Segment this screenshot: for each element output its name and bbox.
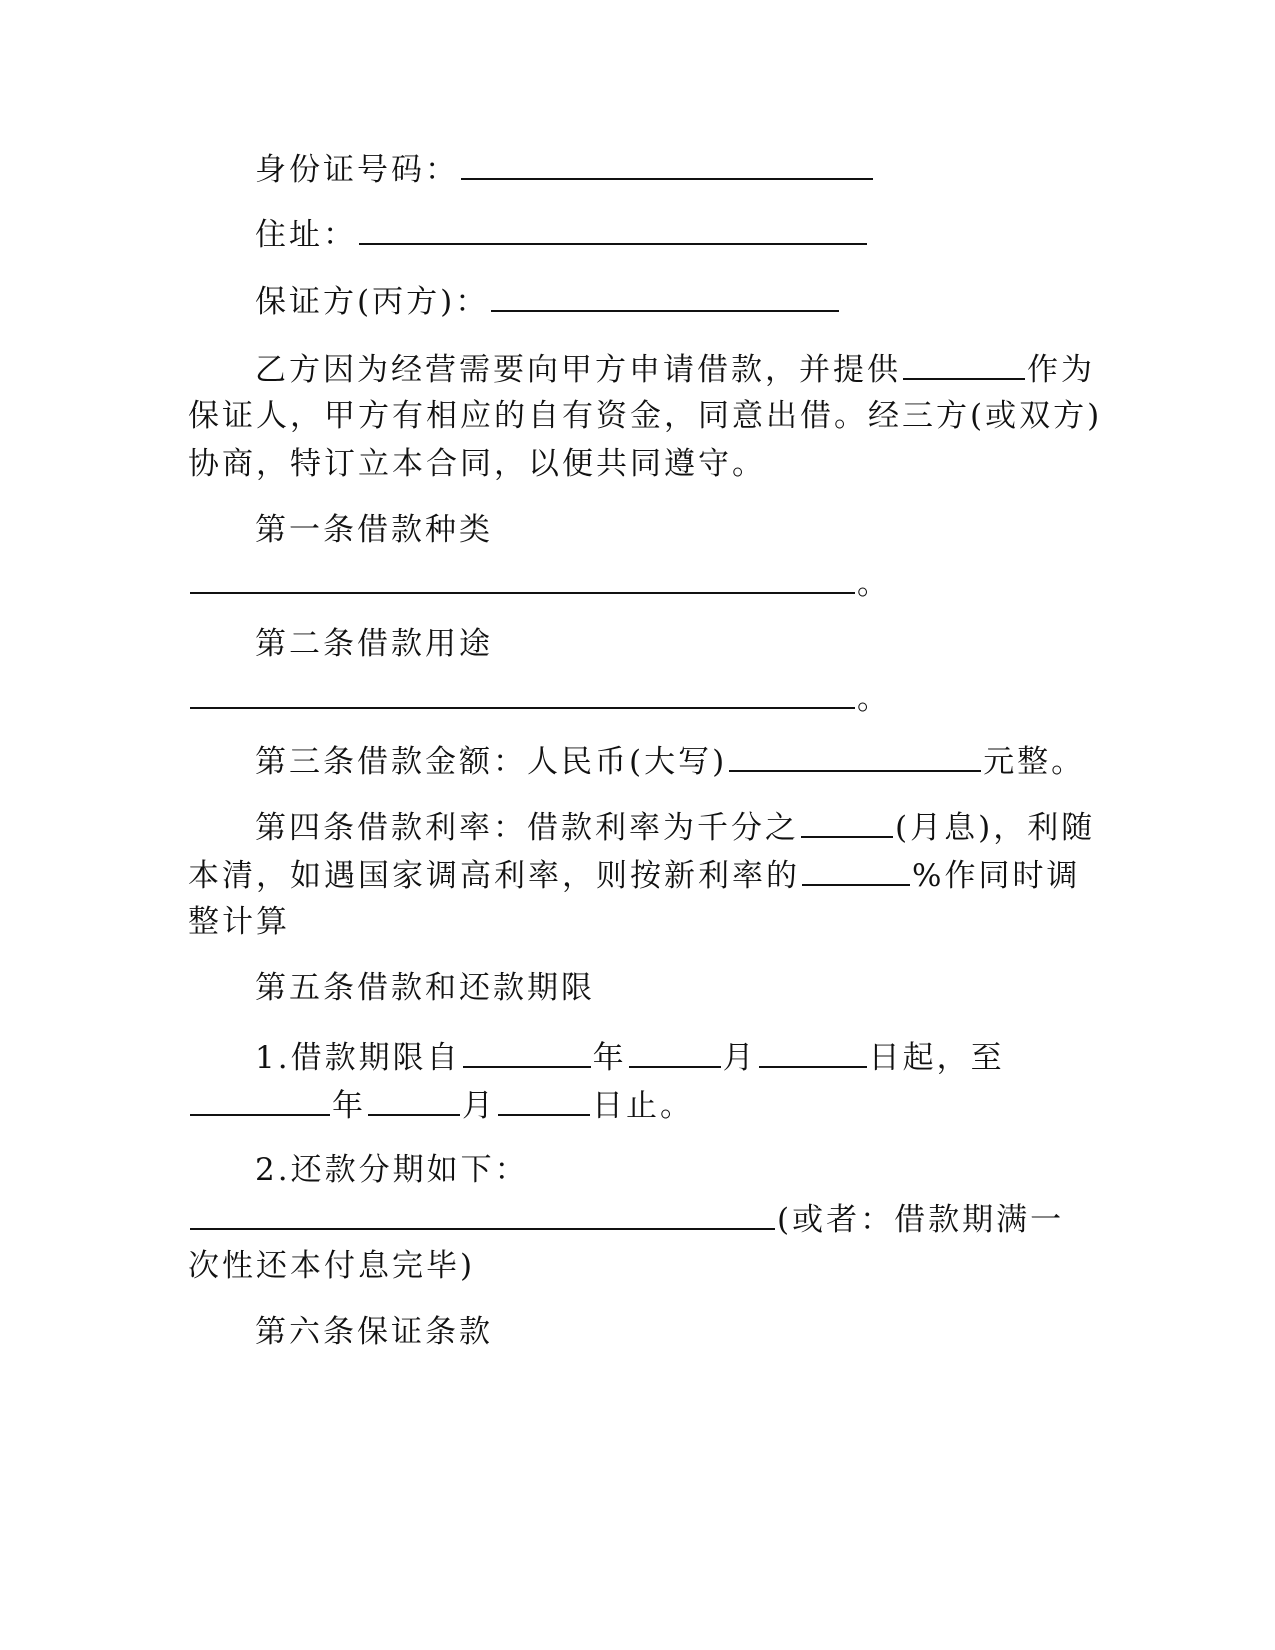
end-month-label: 月	[462, 1088, 496, 1124]
article-6-title	[255, 1312, 493, 1352]
address-label: 住址：	[255, 217, 357, 253]
article-4-text-2a: 本清，如遇国家调高利率，则按新利率的	[188, 858, 800, 894]
guarantor-blank[interactable]	[491, 280, 839, 312]
id-number-blank[interactable]	[461, 148, 873, 180]
loan-purpose-blank[interactable]	[190, 677, 855, 709]
article-2-title	[255, 624, 493, 664]
intro-line-3	[188, 444, 766, 484]
article-5-installments	[255, 1150, 529, 1190]
rate-percent-blank[interactable]	[802, 854, 910, 886]
term-text-end: 日止。	[592, 1088, 694, 1124]
article-4-text-1b: (月息)，利随	[895, 810, 1096, 846]
article-1-heading: 第一条借款种类	[255, 512, 493, 548]
article-4-text-3: 整计算	[188, 904, 290, 940]
address-blank[interactable]	[359, 213, 867, 245]
end-month-blank[interactable]	[368, 1084, 460, 1116]
article-1-title	[255, 510, 493, 550]
article-5-installments-fill	[188, 1198, 1064, 1240]
interest-rate-blank[interactable]	[801, 806, 893, 838]
article-2-heading: 第二条借款用途	[255, 626, 493, 662]
intro-line-2	[188, 396, 1102, 436]
start-month-blank[interactable]	[629, 1036, 721, 1068]
article-5-installments-line-3	[188, 1246, 475, 1286]
article-4-line-2	[188, 854, 1080, 896]
article-3-text-a: 第三条借款金额：人民币(大写)	[255, 744, 728, 780]
start-year-blank[interactable]	[463, 1036, 591, 1068]
installments-label: 2.还款分期如下：	[255, 1152, 529, 1188]
article-1-period: 。	[857, 566, 891, 602]
article-6-heading: 第六条保证条款	[255, 1314, 493, 1350]
article-4-line-3	[188, 902, 290, 942]
start-year-label: 年	[592, 1040, 627, 1076]
start-month-label: 月	[722, 1040, 757, 1076]
intro-line-1	[255, 348, 1095, 390]
intro-text-1a: 乙方因为经营需要向甲方申请借款，并提供	[255, 352, 901, 388]
article-1-fill-line	[188, 562, 891, 604]
guarantor-name-blank[interactable]	[903, 348, 1025, 380]
installments-alt-text: (或者：借款期满一	[777, 1202, 1065, 1238]
end-year-blank[interactable]	[190, 1084, 330, 1116]
id-number-label: 身份证号码：	[255, 152, 459, 188]
article-3-line	[255, 740, 1085, 782]
article-4-text-1a: 第四条借款利率：借款利率为千分之	[255, 810, 799, 846]
article-2-fill-line	[188, 677, 891, 719]
id-number-line	[255, 148, 875, 190]
term-text-mid: 日起，至	[868, 1040, 1005, 1076]
article-5-title	[255, 968, 595, 1008]
article-4-text-2b: %作同时调	[912, 858, 1081, 894]
guarantor-label: 保证方(丙方)：	[255, 284, 490, 320]
installments-alt-text-2: 次性还本付息完毕)	[188, 1248, 476, 1284]
article-5-term-line-1	[255, 1036, 1005, 1078]
intro-text-3: 协商，特订立本合同，以便共同遵守。	[188, 446, 766, 482]
loan-amount-blank[interactable]	[729, 740, 981, 772]
address-line	[255, 213, 869, 255]
term-text-start: 1.借款期限自	[255, 1040, 461, 1076]
guarantor-line	[255, 280, 841, 322]
article-2-period: 。	[857, 681, 891, 717]
article-3-text-b: 元整。	[983, 744, 1086, 780]
intro-text-2: 保证人，甲方有相应的自有资金，同意出借。经三方(或双方)	[188, 398, 1103, 434]
article-4-line-1	[255, 806, 1095, 848]
article-5-term-line-2	[188, 1084, 694, 1126]
start-day-blank[interactable]	[759, 1036, 867, 1068]
end-day-blank[interactable]	[498, 1084, 590, 1116]
installments-blank[interactable]	[190, 1198, 775, 1230]
loan-type-blank[interactable]	[190, 562, 855, 594]
end-year-label: 年	[332, 1088, 366, 1124]
intro-text-1b: 作为	[1027, 352, 1095, 388]
article-5-heading: 第五条借款和还款期限	[255, 970, 595, 1006]
